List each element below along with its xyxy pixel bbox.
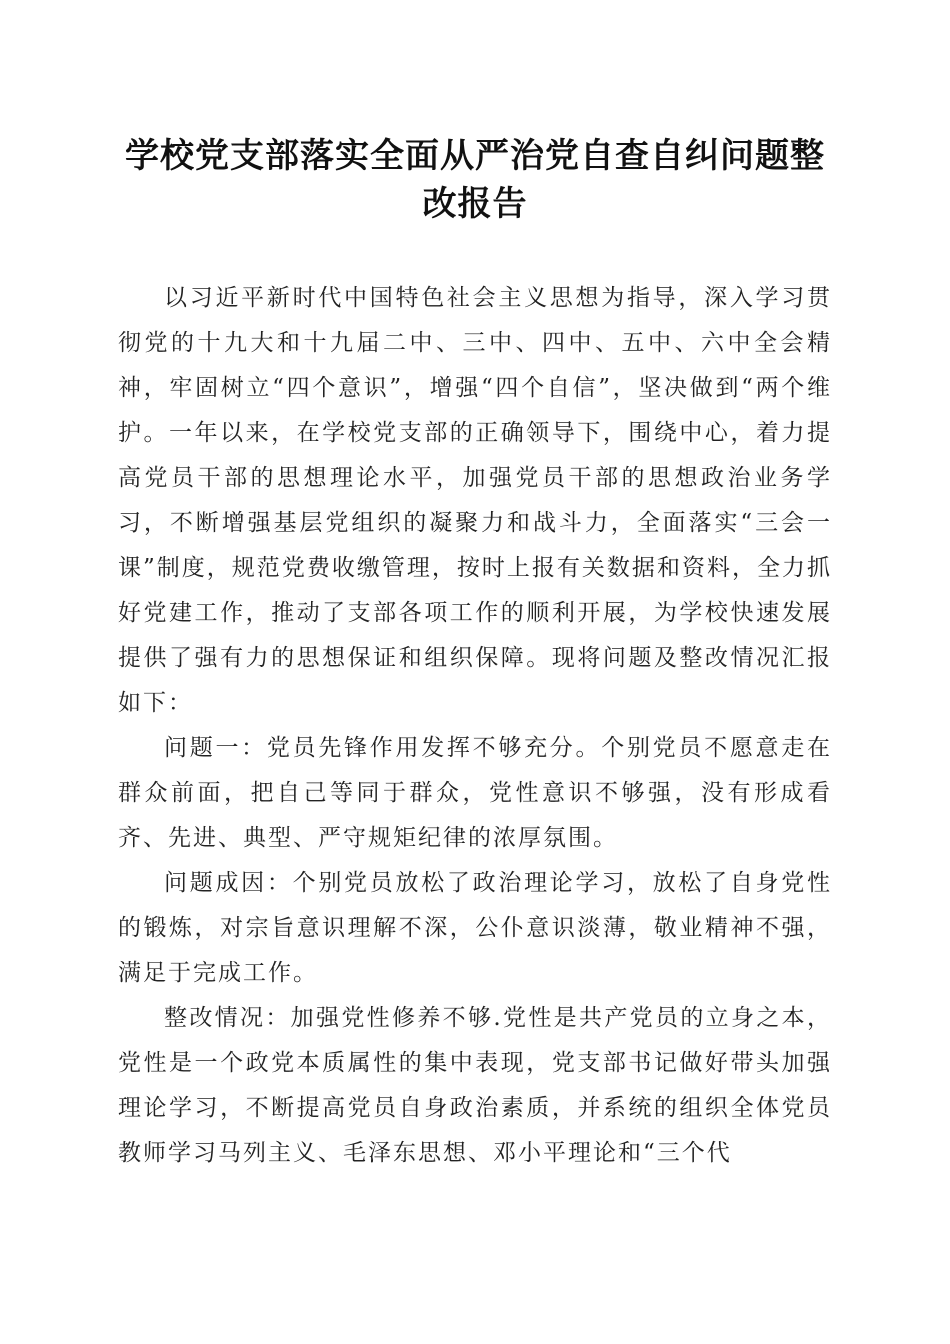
paragraph-problem-cause: 问题成因：个别党员放松了政治理论学习，放松了自身党性的锻炼，对宗旨意识理解不深，公仆意识淡薄，敬业精神不强，满足于完成工作。: [118, 870, 832, 986]
paragraph-problem-one: 问题一：党员先锋作用发挥不够充分。个别党员不愿意走在群众前面，把自己等同于群众，党性意识不够强，没有形成看齐、先进、典型、严守规矩纪律的浓厚氛围。: [118, 735, 832, 851]
document-title: 学校党支部落实全面从严治党自查自纠问题整改报告: [125, 136, 825, 224]
document-body: [118, 276, 832, 1176]
paragraph-rectification: 整改情况：加强党性修养不够.党性是共产党员的立身之本，党性是一个政党本质属性的集中表现，党支部书记做好带头加强理论学习，不断提高党员自身政治素质，并系统的组织全体党员教师学习马列主义、毛泽东思想、邓小平理论和“三个代: [118, 1005, 832, 1166]
paragraph-intro: 以习近平新时代中国特色社会主义思想为指导，深入学习贯彻党的十九大和十九届二中、三中、四中、五中、六中全会精神，牢固树立“四个意识”，增强“四个自信”，坚决做到“两个维护。一年以来，在学校党支部的正确领导下，围绕中心，着力提高党员干部的思想理论水平，加强党员干部的思想政治业务学习，不断增强基层党组织的凝聚力和战斗力，全面落实“三会一课”制度，规范党费收缴管理，按时上报有关数据和资料，全力抓好党建工作，推动了支部各项工作的顺利开展，为学校快速发展提供了强有力的思想保证和组织保障。现将问题及整改情况汇报如下：: [118, 285, 832, 716]
